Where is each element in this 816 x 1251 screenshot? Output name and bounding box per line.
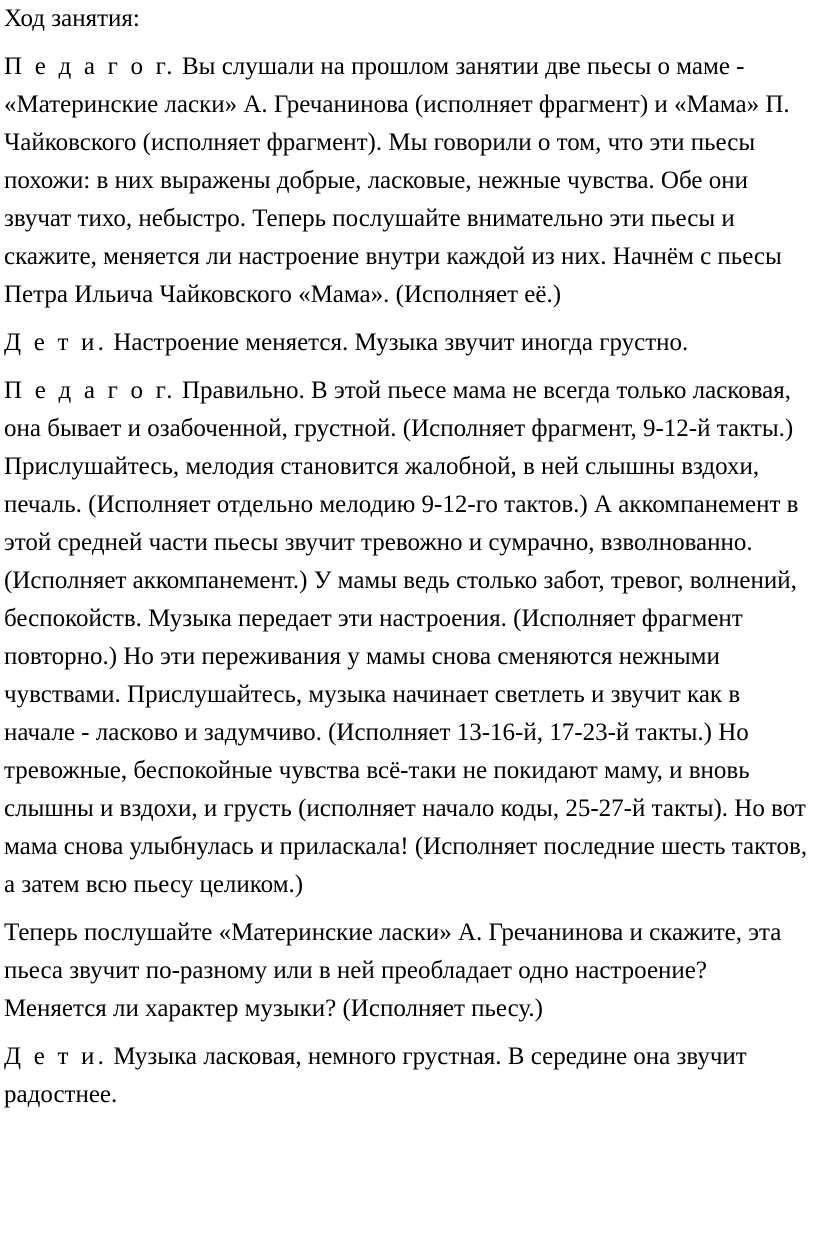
paragraph-text: Музыка ласковая, немного грустная. В середине она звучит радостнее.	[4, 1043, 747, 1108]
speaker-label: П е д а г о г.	[4, 53, 176, 80]
paragraph-teacher-2	[4, 372, 816, 904]
paragraph-teacher-1	[4, 48, 816, 314]
speaker-label: П е д а г о г.	[4, 377, 176, 404]
paragraph-children-1	[4, 324, 816, 362]
document-page	[4, 0, 816, 1124]
paragraph-text: Вы слушали на прошлом занятии две пьесы о маме - «Материнские ласки» А. Гречанинова (исполняет фрагмент) и «Мама» П. Чайковского (исполняет фрагмент). Мы говорили о том, что эти пьесы похожи: в них выражены добрые, ласковые, нежные чувства. Обе они звучат тихо, небыстро. Теперь послушайте внимательно эти пьесы и скажите, меняется ли настроение внутри каждой из них. Начнём с пьесы Петра Ильича Чайковского «Мама». (Исполняет её.)	[4, 53, 790, 308]
speaker-label: Д е т и.	[4, 1043, 108, 1070]
paragraph-children-2	[4, 1038, 816, 1114]
paragraph-text: Теперь послушайте «Материнские ласки» А. Гречанинова и скажите, эта пьеса звучит по-разному или в ней преобладает одно настроение? Меняется ли характер музыки? (Исполняет пьесу.)	[4, 919, 782, 1022]
paragraph-teacher-3	[4, 914, 816, 1028]
speaker-label: Д е т и.	[4, 329, 108, 356]
lesson-heading: Ход занятия:	[4, 5, 140, 32]
paragraph-text: Настроение меняется. Музыка звучит иногда грустно.	[107, 329, 689, 356]
paragraph-text: Правильно. В этой пьесе мама не всегда только ласковая, она бывает и озабоченной, грустной. (Исполняет фрагмент, 9-12-й такты.) Прислушайтесь, мелодия становится жалобной, в ней слышны вздохи, печаль. (Исполняет отдельно мелодию 9-12-го тактов.) А аккомпанемент в этой средней части пьесы звучит тревожно и сумрачно, взволнованно. (Исполняет аккомпанемент.) У мамы ведь столько забот, тревог, волнений, беспокойств. Музыка передает эти настроения. (Исполняет фрагмент повторно.) Но эти переживания у мамы снова сменяются нежными чувствами. Прислушайтесь, музыка начинает светлеть и звучит как в начале - ласково и задумчиво. (Исполняет 13-16-й, 17-23-й такты.) Но тревожные, беспокойные чувства всё-таки не покидают маму, и вновь слышны и вздохи, и грусть (исполняет начало коды, 25-27-й такты). Но вот мама снова улыбнулась и приласкала! (Исполняет последние шесть тактов, а затем всю пьесу целиком.)	[4, 377, 808, 898]
